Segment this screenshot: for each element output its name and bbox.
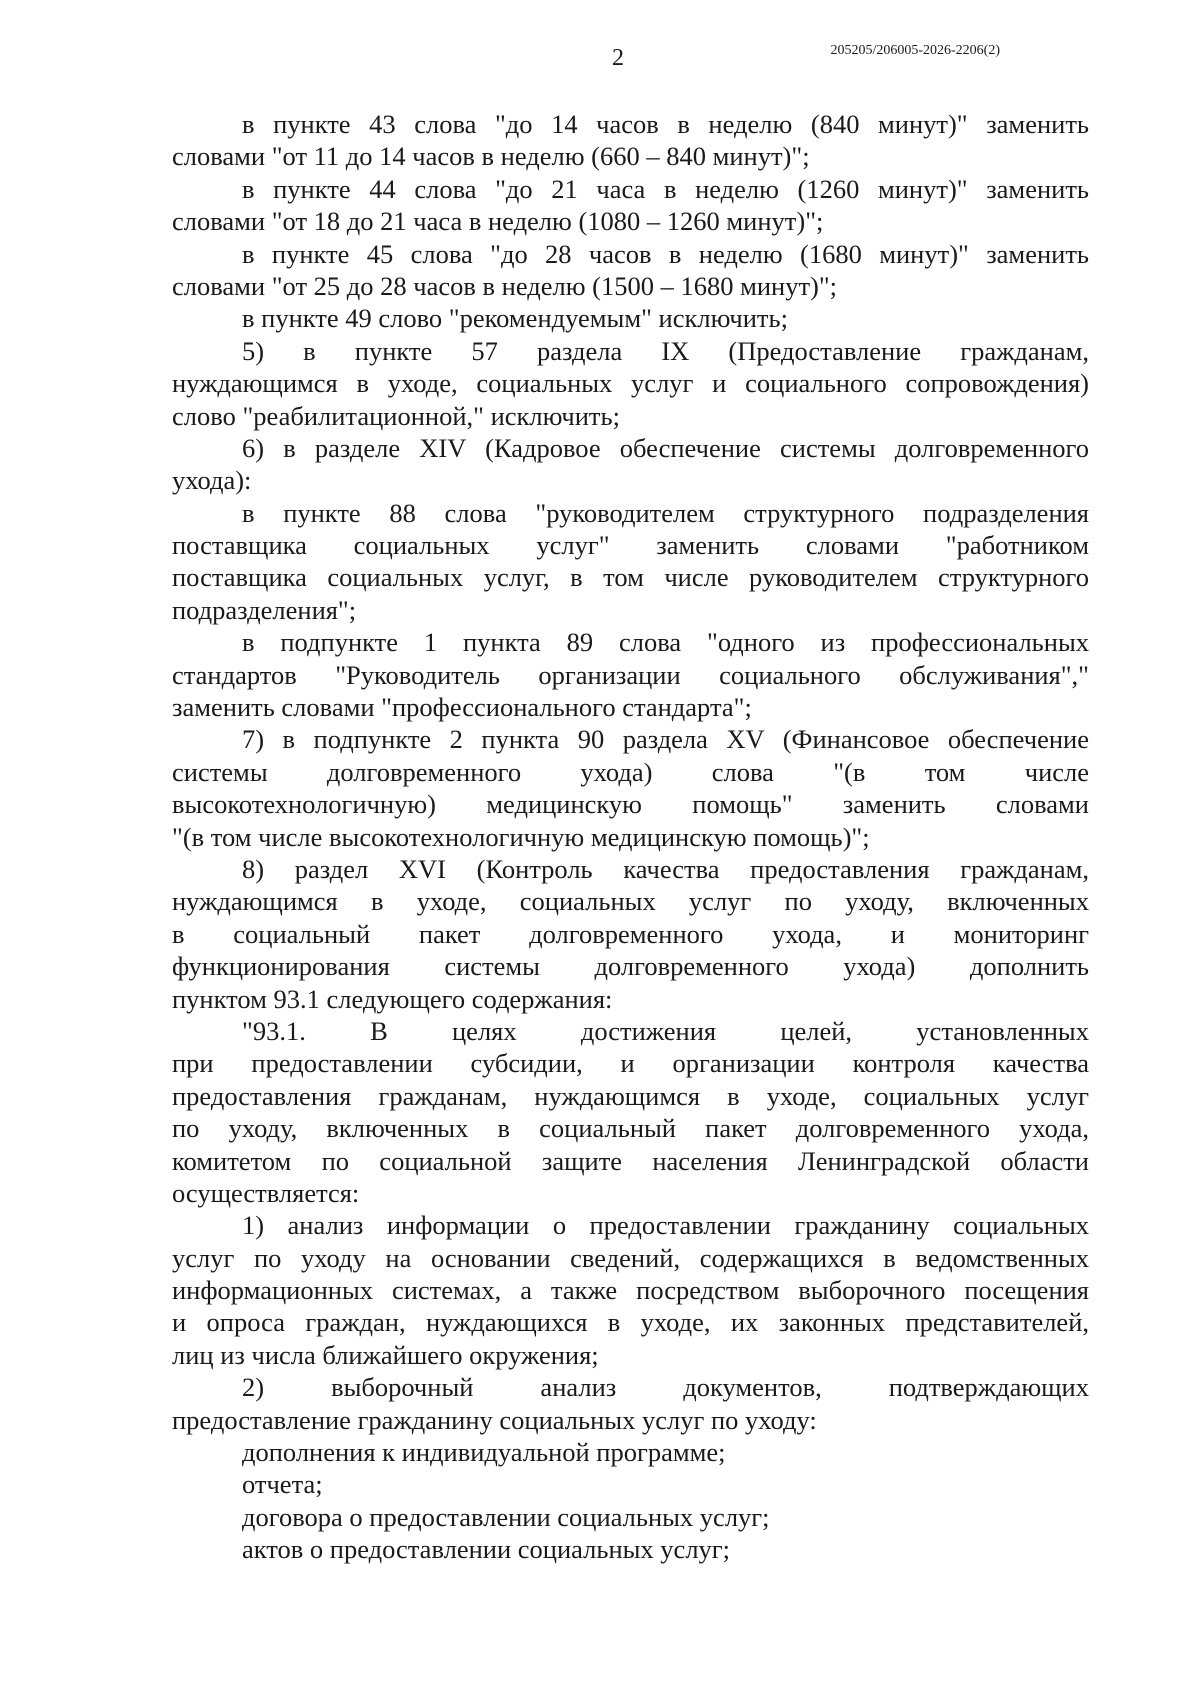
text-line: словами "от 11 до 14 часов в неделю (660 – 840 минут)"; bbox=[172, 141, 810, 172]
text-line: поставщика социальных услуг" заменить словами "работником bbox=[172, 530, 1089, 561]
text-line: 5) в пункте 57 раздела IX (Предоставление гражданам, bbox=[242, 335, 1089, 366]
text-line: 1) анализ информации о предоставлении гражданину социальных bbox=[242, 1210, 1089, 1241]
text-line: пунктом 93.1 следующего содержания: bbox=[172, 983, 613, 1014]
text-line: предоставление гражданину социальных услуг по уходу: bbox=[172, 1404, 817, 1435]
text-line: словами "от 18 до 21 часа в неделю (1080 – 1260 минут)"; bbox=[172, 206, 824, 237]
text-line: 6) в разделе XIV (Кадровое обеспечение системы долговременного bbox=[242, 432, 1089, 463]
text-line: ухода): bbox=[172, 465, 252, 496]
text-line: в пункте 44 слова "до 21 часа в неделю (1260 минут)" заменить bbox=[242, 173, 1089, 204]
text-line: информационных системах, а также посредством выборочного посещения bbox=[172, 1275, 1089, 1306]
text-line: словами "от 25 до 28 часов в неделю (1500 – 1680 минут)"; bbox=[172, 270, 838, 301]
text-line: системы долговременного ухода) слова "(в том числе bbox=[172, 756, 1089, 787]
text-line: нуждающимся в уходе, социальных услуг по уходу, включенных bbox=[172, 886, 1089, 917]
text-line: по уходу, включенных в социальный пакет долговременного ухода, bbox=[172, 1113, 1089, 1144]
text-line: 2) выборочный анализ документов, подтверждающих bbox=[242, 1372, 1089, 1403]
document-body bbox=[172, 108, 1089, 1566]
text-line: слово "реабилитационной," исключить; bbox=[172, 400, 620, 431]
text-line: при предоставлении субсидии, и организации контроля качества bbox=[172, 1048, 1089, 1079]
text-line: дополнения к индивидуальной программе; bbox=[242, 1437, 726, 1468]
text-line: в пункте 88 слова "руководителем структурного подразделения bbox=[242, 497, 1089, 528]
text-line: в пункте 43 слова "до 14 часов в неделю (840 минут)" заменить bbox=[242, 109, 1089, 139]
text-line: в пункте 49 слово "рекомендуемым" исключить; bbox=[242, 303, 788, 334]
document-id: 205205/206005-2026-2206(2) bbox=[830, 43, 1000, 58]
text-line: стандартов "Руководитель организации социального обслуживания"," bbox=[172, 659, 1089, 690]
text-line: осуществляется: bbox=[172, 1177, 360, 1208]
text-line: 8) раздел XVI (Контроль качества предоставления гражданам, bbox=[242, 853, 1089, 884]
text-line: предоставления гражданам, нуждающимся в уходе, социальных услуг bbox=[172, 1080, 1089, 1111]
text-line: договора о предоставлении социальных услуг; bbox=[242, 1501, 770, 1532]
text-line: и опроса граждан, нуждающихся в уходе, их законных представителей, bbox=[172, 1307, 1089, 1338]
text-line: в пункте 45 слова "до 28 часов в неделю (1680 минут)" заменить bbox=[242, 238, 1089, 269]
text-line: функционирования системы долговременного ухода) дополнить bbox=[172, 951, 1089, 982]
page-number: 2 bbox=[612, 45, 624, 71]
text-line: подразделения"; bbox=[172, 594, 357, 625]
text-line: актов о предоставлении социальных услуг; bbox=[242, 1534, 731, 1565]
text-line: в социальный пакет долговременного ухода, и мониторинг bbox=[172, 918, 1089, 949]
text-line: высокотехнологичную) медицинскую помощь" заменить словами bbox=[172, 789, 1089, 820]
text-line: "93.1. В целях достижения целей, установленных bbox=[242, 1015, 1089, 1046]
text-line: лиц из числа ближайшего окружения; bbox=[172, 1339, 599, 1370]
text-line: услуг по уходу на основании сведений, содержащихся в ведомственных bbox=[172, 1242, 1089, 1273]
text-line: поставщика социальных услуг, в том числе руководителем структурного bbox=[172, 562, 1089, 593]
text-line: нуждающимся в уходе, социальных услуг и социального сопровождения) bbox=[172, 368, 1089, 399]
text-line: заменить словами "профессионального стандарта"; bbox=[172, 692, 752, 723]
text-line: отчета; bbox=[242, 1469, 323, 1500]
text-line: в подпункте 1 пункта 89 слова "одного из профессиональных bbox=[242, 627, 1089, 658]
text-line: "(в том числе высокотехнологичную медицинскую помощь)"; bbox=[172, 821, 870, 852]
text-line: 7) в подпункте 2 пункта 90 раздела XV (Финансовое обеспечение bbox=[242, 724, 1089, 755]
text-line: комитетом по социальной защите населения Ленинградской области bbox=[172, 1145, 1089, 1176]
